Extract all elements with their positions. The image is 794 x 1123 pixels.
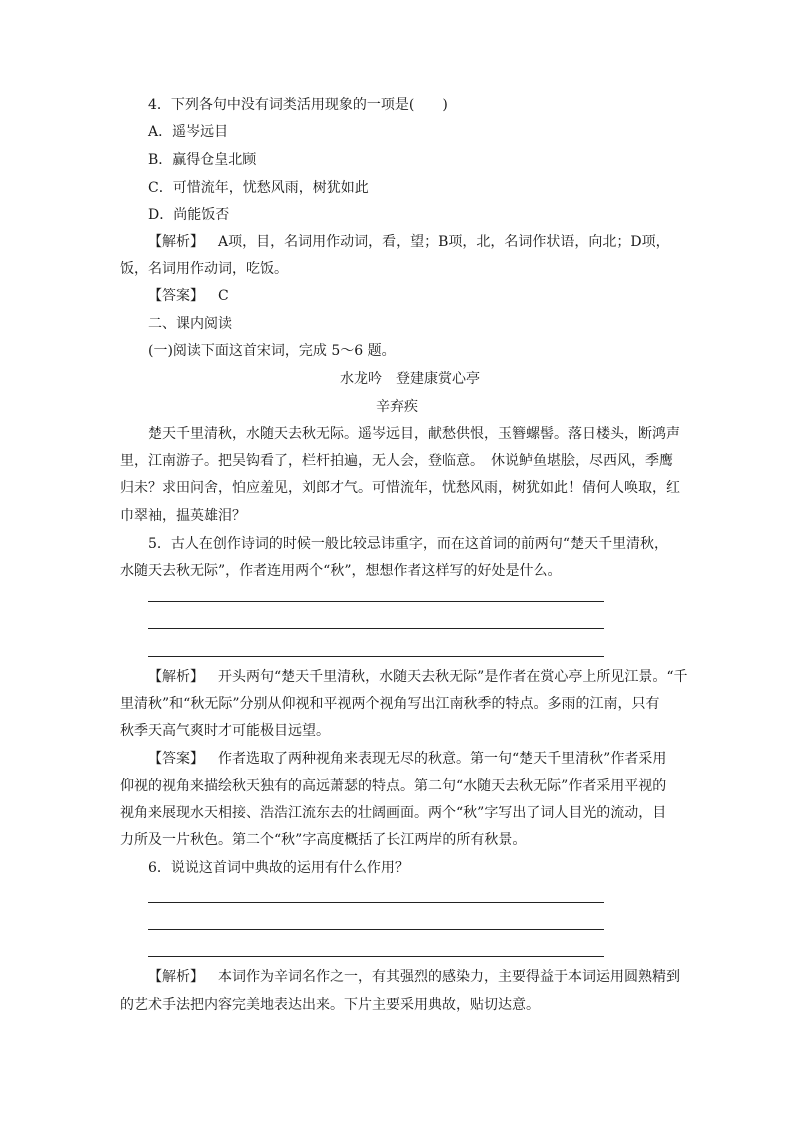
q6-answer-line-1 [148,902,604,903]
q4-option-c: C．可惜流年，忧愁风雨，树犹如此 [148,180,369,196]
q5-answer-line-2: 仰视的视角来描绘秋天独有的高远萧瑟的特点。第二句“水随天去秋无际”作者采用平视的 [120,778,667,794]
q4-stem: 4．下列各句中没有词类活用现象的一项是( ) [148,97,448,113]
q4-option-a: A．遥岑远目 [148,124,229,140]
q4-analysis-line-1: A项，目，名词用作动词，看，望；B项，北，名词作状语，向北；D项， [218,234,670,250]
q5-answer-line-1 [148,601,604,602]
poem-line-3: 归未？求田问舍，怕应羞见，刘郎才气。可惜流年，忧愁风雨，树犹如此！倩何人唤取，红 [120,480,680,496]
q5-stem-line-2: 水随天去秋无际”，作者连用两个“秋”，想想作者这样写的好处是什么。 [120,563,562,579]
section-subtitle: (一)阅读下面这首宋词，完成 5～6 题。 [148,343,396,359]
poem-line-2: 里，江南游子。把吴钩看了，栏杆拍遍，无人会，登临意。 休说鲈鱼堪脍，尽西风，季鹰 [120,453,673,469]
q6-analysis-line-2: 的艺术手法把内容完美地表达出来。下片主要采用典故，贴切达意。 [120,997,540,1013]
poem-line-1: 楚天千里清秋，水随天去秋无际。遥岑远目，献愁供恨，玉簪螺髻。落日楼头，断鸿声 [148,426,680,442]
q5-answer-line-4: 力所及一片秋色。第二个“秋”字高度概括了长江两岸的所有秋景。 [120,832,527,848]
q5-analysis-line-1: 开头两句“楚天千里清秋，水随天去秋无际”是作者在赏心亭上所见江景。“千 [218,669,688,685]
q4-option-d: D．尚能饭否 [148,207,230,223]
q6-answer-line-3 [148,956,604,957]
q5-analysis-line-3: 秋季天高气爽时才可能极目远望。 [120,723,330,739]
poem-author: 辛弃疾 [376,399,418,415]
q6-stem: 6．说说这首词中典故的运用有什么作用？ [148,860,409,876]
poem-line-4: 巾翠袖，揾英雄泪？ [120,508,246,524]
section-title: 二、课内阅读 [148,316,232,332]
q5-answer-line-3: 视角来展现水天相接、浩浩江流东去的壮阔画面。两个“秋”字写出了词人目光的流动，目 [120,805,667,821]
q6-answer-line-2 [148,929,604,930]
q5-answer-label: 【答案】 [148,751,204,767]
q4-option-b: B．赢得仓皇北顾 [148,152,257,168]
poem-title: 水龙吟 登建康赏心亭 [340,371,480,387]
q5-answer-line-2 [148,628,604,629]
q4-analysis-label: 【解析】 [148,234,204,250]
q4-answer: C [218,288,229,304]
q6-analysis-line-1: 本词作为辛词名作之一，有其强烈的感染力，主要得益于本词运用圆熟精到 [218,969,680,985]
q5-stem-line-1: 5．古人在创作诗词的时候一般比较忌讳重字，而在这首词的前两句“楚天千里清秋， [148,536,669,552]
q6-analysis-label: 【解析】 [148,969,204,985]
q5-answer-line-1: 作者选取了两种视角来表现无尽的秋意。第一句“楚天千里清秋”作者采用 [218,751,667,767]
q5-answer-line-3 [148,656,604,657]
q4-analysis-line-2: 饭，名词用作动词，吃饭。 [120,261,288,277]
q5-analysis-label: 【解析】 [148,669,204,685]
q4-answer-label: 【答案】 [148,288,204,304]
q5-analysis-line-2: 里清秋”和“秋无际”分别从仰视和平视两个视角写出江南秋季的特点。多雨的江南，只有 [120,696,660,712]
